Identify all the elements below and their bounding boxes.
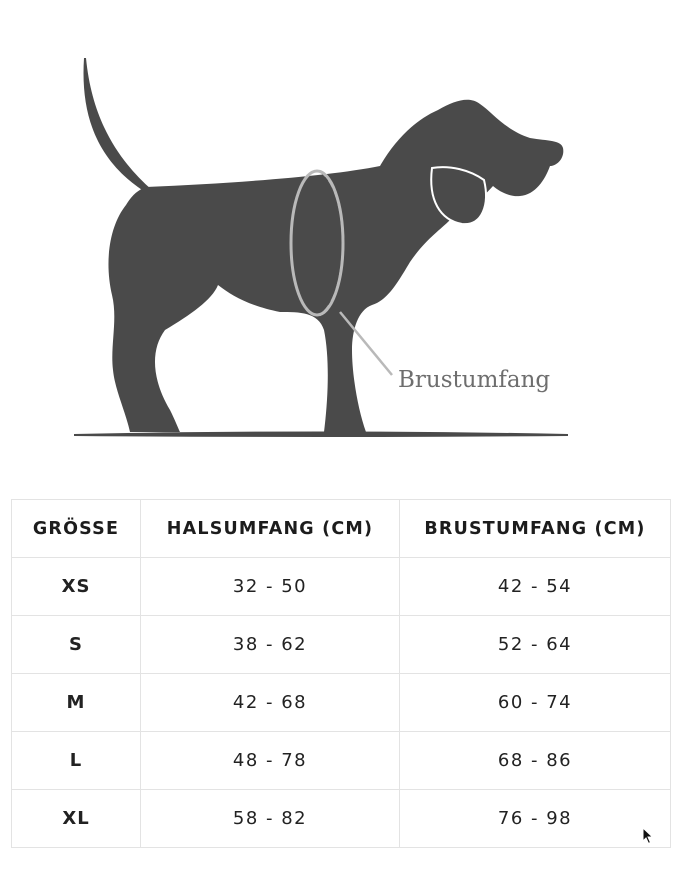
chest-cell: 68 - 86 <box>400 732 671 790</box>
size-cell: XL <box>12 790 141 848</box>
size-cell: S <box>12 616 141 674</box>
size-cell: XS <box>12 558 141 616</box>
table-row <box>12 558 671 616</box>
dog-tail <box>84 58 152 195</box>
table-header-row <box>12 500 671 558</box>
table-row <box>12 674 671 732</box>
ground-line <box>74 432 568 438</box>
table-row <box>12 790 671 848</box>
chest-cell: 76 - 98 <box>400 790 671 848</box>
neck-cell: 42 - 68 <box>141 674 400 732</box>
table-row <box>12 732 671 790</box>
chest-cell: 60 - 74 <box>400 674 671 732</box>
size-table <box>11 499 671 848</box>
chest-label: Brustumfang <box>398 367 551 393</box>
header-neck: HALSUMFANG (CM) <box>141 500 400 558</box>
neck-cell: 38 - 62 <box>141 616 400 674</box>
header-chest: BRUSTUMFANG (CM) <box>400 500 671 558</box>
mouse-cursor-icon <box>642 827 654 845</box>
neck-cell: 58 - 82 <box>141 790 400 848</box>
table-row <box>12 616 671 674</box>
chest-cell: 52 - 64 <box>400 616 671 674</box>
neck-cell: 48 - 78 <box>141 732 400 790</box>
header-size: GRÖSSE <box>12 500 141 558</box>
size-cell: M <box>12 674 141 732</box>
chest-cell: 42 - 54 <box>400 558 671 616</box>
size-cell: L <box>12 732 141 790</box>
neck-cell: 32 - 50 <box>141 558 400 616</box>
